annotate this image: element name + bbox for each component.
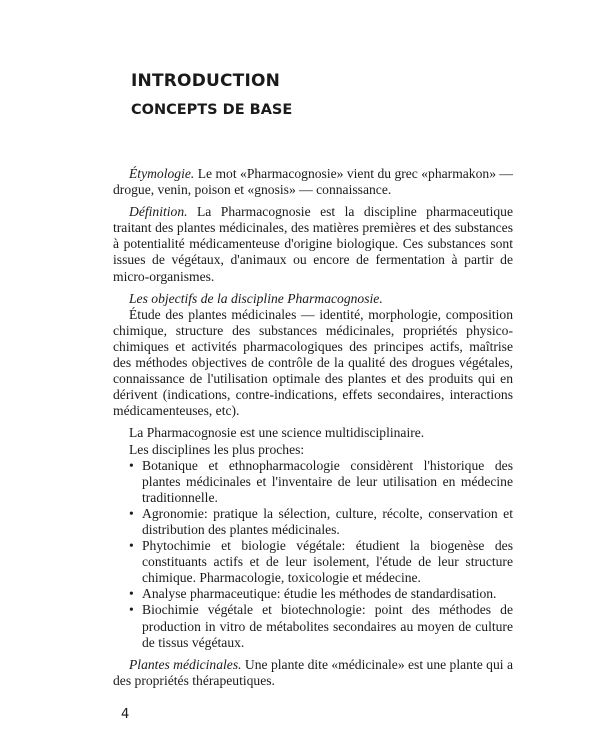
disciplines-list: [113, 458, 513, 651]
bullet-icon: •: [129, 602, 134, 618]
medicinal-plants-lead: Plantes médicinales.: [129, 656, 242, 672]
objectives-paragraph: Étude des plantes médicinales — identité, morphologie, composition chimique, structure des substances médicinales, propriétés physico-chimiques et activités pharmacologiques des principes actifs, maîtrise des méthodes objectives de contrôle de la qualité des drogues végétales, connaissance de l'utilisation optimale des plantes et des produits qui en dérivent (indications, contre-indications, effets secondaires, interactions médicamenteuses, etc).: [113, 306, 513, 419]
etymology-paragraph: [113, 166, 513, 198]
medicinal-plants-paragraph: [113, 657, 513, 689]
definition-paragraph: [113, 204, 513, 284]
multidisciplinary-line: La Pharmacognosie est une science multidisciplinaire.: [129, 425, 425, 441]
bullet-icon: •: [129, 586, 134, 602]
chapter-title: INTRODUCTION: [131, 71, 281, 91]
bullet-icon: •: [129, 538, 134, 554]
list-item: [129, 506, 513, 538]
bullet-icon: •: [129, 505, 134, 521]
etymology-lead: Étymologie.: [129, 166, 195, 181]
etymology-text: Le mot «Pharmacognosie» vient du grec «pharmakon» — drogue, venin, poison et «gnosis» — connaissance.: [113, 166, 513, 198]
bullet-icon: •: [129, 457, 134, 473]
list-item: [129, 538, 513, 586]
list-item-text: Phytochimie et biologie végétale: étudient la biogenèse des constituants actifs et de leur isolement, l'étude de leur structure chimique. Pharmacologie, toxicologie et médecine.: [142, 538, 513, 586]
definition-text: La Pharmacognosie est la discipline pharmaceutique traitant des plantes médicinales, des matières premières et des substances à potentialité médicamenteuse d'origine biologique. Ces substances sont issues de végétaux, d'animaux ou encore de fermentation à partir de micro-organismes.: [113, 204, 513, 284]
list-item: [129, 458, 513, 506]
page-number: 4: [121, 707, 130, 722]
list-item-text: Botanique et ethnopharmacologie considèrent l'historique des plantes médicinales et l'inventaire de leur utilisation en médecine traditionnelle.: [142, 457, 513, 505]
objectives-title: Les objectifs de la discipline Pharmacognosie.: [129, 290, 383, 306]
list-item: [129, 586, 513, 602]
medicinal-plants-text: Une plante dite «médicinale» est une plante qui a des propriétés thérapeutiques.: [113, 656, 513, 688]
section-title: CONCEPTS DE BASE: [131, 102, 293, 118]
definition-lead: Définition.: [129, 204, 188, 220]
list-item-text: Analyse pharmaceutique: étudie les méthodes de standardisation.: [142, 586, 497, 602]
disciplines-intro: Les disciplines les plus proches:: [129, 441, 305, 457]
list-item: [129, 602, 513, 650]
list-item-text: Agronomie: pratique la sélection, culture, récolte, conservation et distribution des plantes médicinales.: [142, 505, 513, 537]
body-text: [113, 166, 513, 689]
list-item-text: Biochimie végétale et biotechnologie: point des méthodes de production in vitro de métabolites secondaires au moyen de culture de tissus végétaux.: [142, 602, 513, 650]
